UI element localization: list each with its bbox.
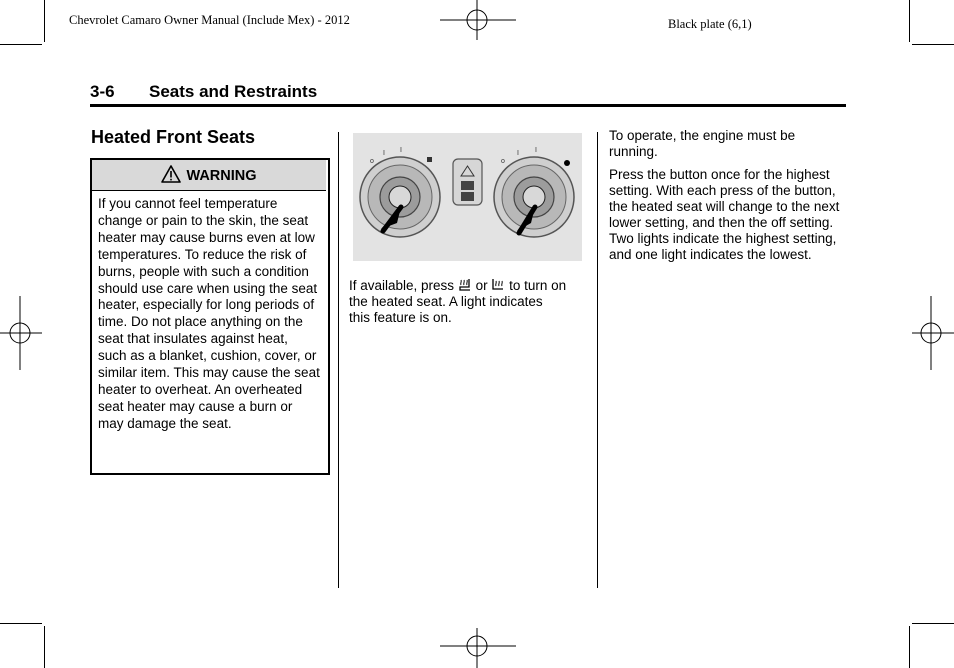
instruction-part1: If available, press: [349, 278, 455, 293]
crop-mark: [0, 44, 42, 45]
warning-text: If you cannot feel temperature change or pain to the skin, the seat heater may cause burns even at low temperatures. To reduce the risk of burns, people with such a condition should use care when using the seat heater, especially for long periods of time. Do not place anything on the seat that insulates against heat, such as a blanket, cushion, cover, or similar item. This may cause the seat heater to overheat. An overheated seat heater may cause a burn or may damage the seat.: [98, 196, 320, 431]
heated-seat-cushion-icon: [458, 278, 472, 292]
registration-mark-bottom: [440, 628, 516, 668]
section-number: 3-6: [90, 82, 115, 101]
crop-mark: [909, 626, 910, 668]
crop-mark: [44, 0, 45, 42]
svg-text:I: I: [400, 147, 402, 154]
crop-mark: [912, 623, 954, 624]
crop-mark: [912, 44, 954, 45]
instruction-line3: this feature is on.: [349, 310, 452, 325]
svg-text:I: I: [535, 147, 537, 154]
warning-label: WARNING: [186, 168, 257, 184]
warning-triangle-icon: [161, 165, 181, 183]
operate-paragraph: To operate, the engine must be running.: [609, 128, 796, 159]
crop-mark: [0, 623, 42, 624]
section-title: Seats and Restraints: [149, 82, 318, 101]
instruction-line2: the heated seat. A light indicates: [349, 294, 543, 309]
registration-mark-right: [912, 296, 954, 370]
instruction-part2: to turn on: [509, 278, 567, 293]
crop-mark: [909, 0, 910, 42]
column-divider: [338, 132, 339, 588]
warning-header: [92, 160, 326, 191]
instruction-text: [349, 278, 589, 326]
registration-mark-left: [0, 296, 42, 370]
plate-label: Black plate (6,1): [668, 17, 752, 31]
svg-text:o: o: [370, 158, 374, 165]
registration-mark-top: [440, 0, 516, 40]
heated-seatback-icon: [491, 278, 505, 292]
heated-seat-controls-figure: [353, 133, 582, 261]
manual-title: Chevrolet Camaro Owner Manual (Include Mex) - 2012: [69, 13, 350, 27]
svg-text:I: I: [383, 150, 385, 157]
svg-text:I: I: [517, 150, 519, 157]
instruction-or: or: [475, 278, 488, 293]
climate-knobs-illustration: [353, 133, 582, 261]
column-divider: [597, 132, 598, 588]
svg-text:o: o: [501, 158, 505, 165]
page-heading: Heated Front Seats: [91, 127, 256, 147]
crop-mark: [44, 626, 45, 668]
press-button-paragraph: Press the button once for the highest setting. With each press of the button, the heated seat will change to the next lower setting, and then the off setting. Two lights indicate the highest setting, and one light indicates the lowest.: [609, 167, 840, 262]
